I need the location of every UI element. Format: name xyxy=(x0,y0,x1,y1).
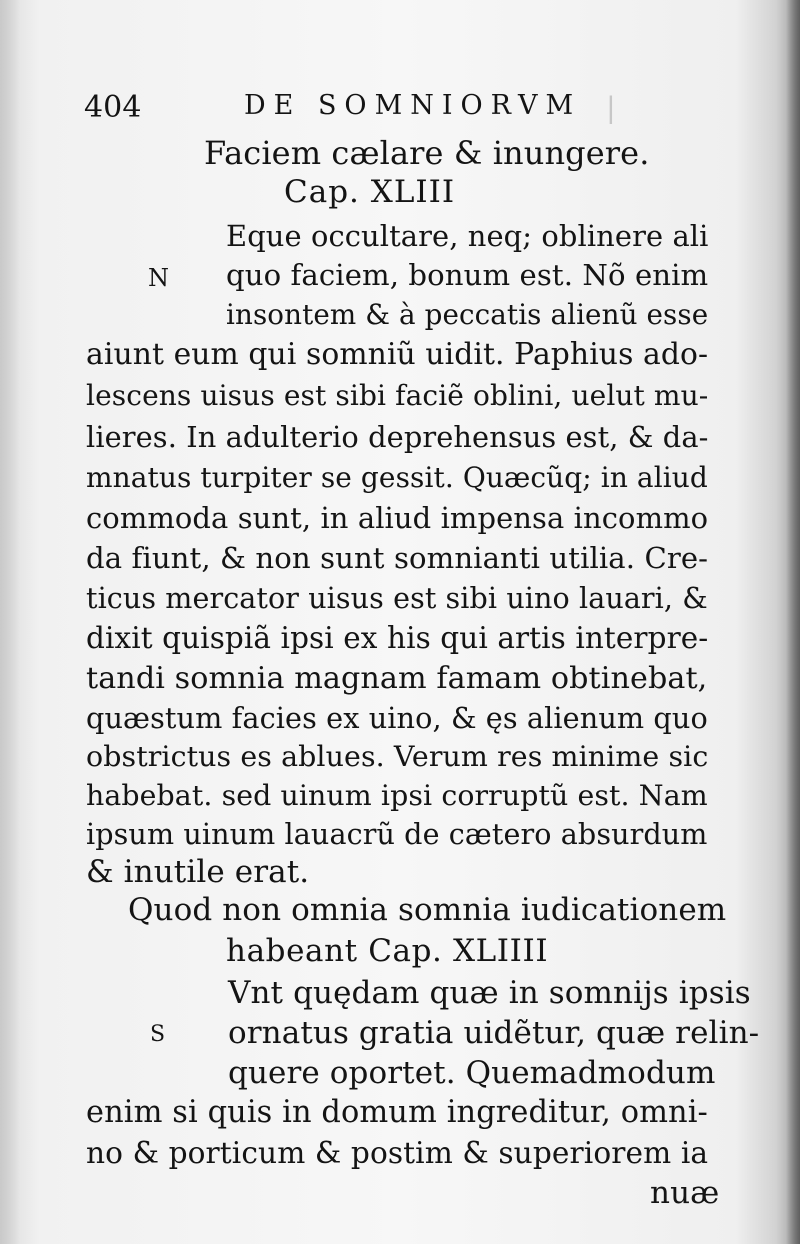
text-line: obstrictus es ablues. Verum res minime sic xyxy=(86,740,709,773)
text-line: tandi somnia magnam famam obtinebat, xyxy=(86,661,708,696)
text-line: & inutile erat. xyxy=(86,854,310,890)
page-gutter-shadow xyxy=(0,0,20,1244)
chapter-title: Faciem cælare & inungere. xyxy=(204,134,650,172)
catchword: nuæ xyxy=(650,1175,720,1211)
text-line: habebat. sed uinum ipsi corruptũ est. Nam xyxy=(86,779,708,812)
text-line: dixit quispiã ipsi ex his qui artis interpre- xyxy=(86,621,709,655)
text-line: da fiunt, & non sunt somnianti utilia. Cre- xyxy=(86,541,709,575)
text-line: quæstum facies ex uino, & ęs alienum quo xyxy=(86,701,708,735)
text-line: mnatus turpiter se gessit. Quæcũq; in aliud xyxy=(86,461,708,494)
text-line: quere oportet. Quemadmodum xyxy=(228,1055,716,1091)
text-line: no & porticum & postim & superiorem ia xyxy=(86,1136,709,1170)
text-line: enim si quis in domum ingreditur, omni- xyxy=(86,1095,708,1130)
running-title: DE SOMNIORVM xyxy=(244,90,582,121)
text-line: insontem & à peccatis alienũ esse xyxy=(226,298,709,331)
text-line: quo faciem, bonum est. Nõ enim xyxy=(226,258,709,292)
guide-initial: S xyxy=(150,1022,166,1047)
guide-initial: N xyxy=(148,264,170,292)
page-number: 404 xyxy=(84,90,142,125)
text-line: Eque occultare, neq; oblinere ali xyxy=(226,219,709,253)
page-edge-shadow xyxy=(786,0,800,1244)
text-line: Vnt quędam quæ in somnijs ipsis xyxy=(228,975,751,1011)
chapter-title: Quod non omnia somnia iudicationem xyxy=(128,892,727,928)
text-line: commoda sunt, in aliud impensa incommo xyxy=(86,501,709,535)
text-line: lieres. In adulterio deprehensus est, & da- xyxy=(86,420,709,454)
text-line: ticus mercator uisus est sibi uino lauari, & xyxy=(86,581,708,615)
text-line: lescens uisus est sibi faciẽ oblini, uelut mu- xyxy=(86,379,709,412)
text-line: ipsum uinum lauacrũ de cætero absurdum xyxy=(86,817,708,851)
chapter-label: habeant Cap. XLIIII xyxy=(226,933,549,969)
text-line: aiunt eum qui somniũ uidit. Paphius ado- xyxy=(86,337,709,372)
text-line: ornatus gratia uidẽtur, quæ relin- xyxy=(228,1015,760,1051)
bleed-through-marks: ▏ xyxy=(610,96,629,124)
chapter-label: Cap. XLIII xyxy=(284,174,456,210)
